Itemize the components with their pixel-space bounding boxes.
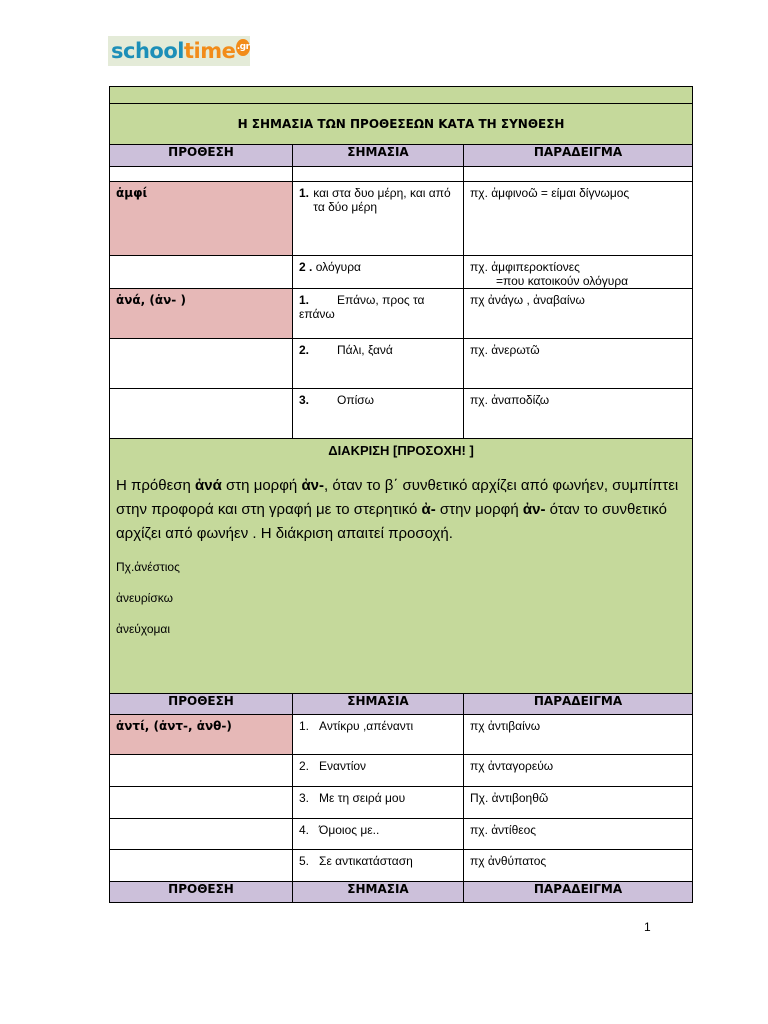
note-text: στην μορφή — [435, 501, 523, 518]
meaning-cell — [293, 289, 464, 339]
meaning-number: 1. — [299, 719, 310, 733]
top-green-strip — [110, 87, 693, 104]
meaning-cell — [293, 715, 464, 755]
note-title: ΔΙΑΚΡΙΣΗ [ΠΡΟΣΟΧΗ! ] — [328, 443, 474, 458]
page-number: 1 — [644, 920, 651, 934]
amfi-row-2 — [110, 256, 693, 289]
anti-row-1 — [110, 715, 693, 755]
note-bold: ἀν- — [301, 477, 325, 494]
meaning-number: 2 . — [299, 260, 313, 274]
meaning-number: 2. — [299, 343, 310, 357]
meaning-text: Οπίσω — [337, 393, 375, 407]
note-paragraph — [116, 474, 686, 546]
header-prep: ΠΡΟΘΕΣΗ — [110, 882, 293, 903]
example-text: πχ. ἀμφινοῶ = είμαι δίγνωμος — [464, 182, 693, 256]
schooltime-logo — [108, 36, 250, 66]
note-bold: ἀ- — [421, 501, 436, 518]
anti-row-4 — [110, 819, 693, 850]
meaning-text: ολόγυρα — [315, 260, 361, 274]
prep-amfi: ἀμφί — [110, 182, 293, 256]
anti-row-5 — [110, 850, 693, 882]
meaning-cell — [293, 256, 464, 289]
meaning-number: 3. — [299, 393, 310, 407]
note-bold: ἀνά — [195, 477, 222, 494]
meaning-number: 1. — [299, 293, 310, 307]
example-text: πχ. ἀναποδίζω — [464, 389, 693, 439]
meaning-number: 2. — [299, 759, 310, 773]
meaning-cell — [293, 339, 464, 389]
meaning-cell — [293, 787, 464, 819]
page-title: Η ΣΗΜΑΣΙΑ ΤΩΝ ΠΡΟΘΕΣΕΩΝ ΚΑΤΑ ΤΗ ΣΥΝΘΕΣΗ — [110, 104, 693, 145]
prep-ana: ἀνά, (ἀν- ) — [110, 289, 293, 339]
example-cell — [464, 256, 693, 289]
example-text: =που κατοικούν ολόγυρα — [496, 274, 629, 288]
anti-row-2 — [110, 755, 693, 787]
note-example: ἀνευρίσκω — [116, 591, 173, 605]
prep-anti: ἀντί, (ἀντ-, ἀνθ-) — [110, 715, 293, 755]
note-text: Η πρόθεση — [116, 477, 196, 494]
header-meaning: ΣΗΜΑΣΙΑ — [293, 145, 464, 167]
ana-row-2 — [110, 339, 693, 389]
note-text: όταν το συνθετικό αρχίζει από φωνήεν . Η διάκριση απαιτεί προσοχή. — [116, 501, 667, 542]
note-text: , όταν το β΄ συνθετικό αρχίζει από φωνήεν, συμπίπτει στην προφορά και στη γραφή με το στερητικό — [116, 477, 679, 518]
header-example: ΠΑΡΑΔΕΙΓΜΑ — [464, 882, 693, 903]
example-text: πχ ἀνάγω , ἀναβαίνω — [464, 289, 693, 339]
meaning-cell — [293, 819, 464, 850]
note-example: Πχ.ἀνέστιος — [116, 560, 180, 574]
amfi-row-1 — [110, 182, 693, 256]
logo-school-text: school — [111, 39, 184, 63]
header-example: ΠΑΡΑΔΕΙΓΜΑ — [464, 694, 693, 715]
note-row — [110, 439, 693, 694]
prepositions-table — [109, 86, 693, 903]
example-text: πχ ἀντιβαίνω — [464, 715, 693, 755]
example-text: πχ. ἀντίθεος — [464, 819, 693, 850]
meaning-cell — [293, 755, 464, 787]
example-text: πχ. ἀνερωτῶ — [464, 339, 693, 389]
meaning-number: 4. — [299, 823, 310, 837]
header-meaning: ΣΗΜΑΣΙΑ — [293, 882, 464, 903]
example-text: πχ ἀνταγορεύω — [464, 755, 693, 787]
meaning-text: Εναντίον — [319, 759, 367, 773]
example-text: πχ ἀνθύπατος — [464, 850, 693, 882]
example-text: Πχ. ἀντιβοηθῶ — [464, 787, 693, 819]
header-meaning: ΣΗΜΑΣΙΑ — [293, 694, 464, 715]
anti-row-3 — [110, 787, 693, 819]
ana-row-1 — [110, 289, 693, 339]
meaning-text: Όμοιος με.. — [319, 823, 380, 837]
example-text: πχ. ἀμφιπεροκτίονες — [470, 260, 580, 274]
meaning-number: 3. — [299, 791, 310, 805]
meaning-number: 5. — [299, 854, 310, 868]
header-row-3 — [110, 882, 693, 903]
header-row-1 — [110, 145, 693, 167]
note-bold: ἀν- — [522, 501, 546, 518]
meaning-text: και στα δυο μέρη, και από τα δύο μέρη — [313, 186, 451, 214]
note-box — [110, 439, 693, 694]
ana-row-3 — [110, 389, 693, 439]
header-example: ΠΑΡΑΔΕΙΓΜΑ — [464, 145, 693, 167]
logo-gr-badge: .gr — [236, 39, 250, 56]
header-prep: ΠΡΟΘΕΣΗ — [110, 694, 293, 715]
note-examples — [116, 560, 686, 653]
header-prep: ΠΡΟΘΕΣΗ — [110, 145, 293, 167]
meaning-cell — [293, 389, 464, 439]
meaning-cell — [293, 182, 464, 256]
title-row — [110, 104, 693, 145]
logo-time-text: time — [183, 39, 236, 63]
meaning-number: 1. — [299, 186, 310, 200]
meaning-text: Με τη σειρά μου — [319, 791, 406, 805]
meaning-text: Σε αντικατάσταση — [319, 854, 413, 868]
meaning-cell — [293, 850, 464, 882]
meaning-text: Πάλι, ξανά — [337, 343, 393, 357]
meaning-text: Επάνω, προς τα επάνω — [299, 293, 425, 321]
meaning-text: Αντίκρυ ,απέναντι — [319, 719, 414, 733]
note-text: στη μορφή — [221, 477, 302, 494]
header-row-2 — [110, 694, 693, 715]
spacer-row — [110, 167, 693, 182]
note-example: ἀνεύχομαι — [116, 622, 171, 636]
